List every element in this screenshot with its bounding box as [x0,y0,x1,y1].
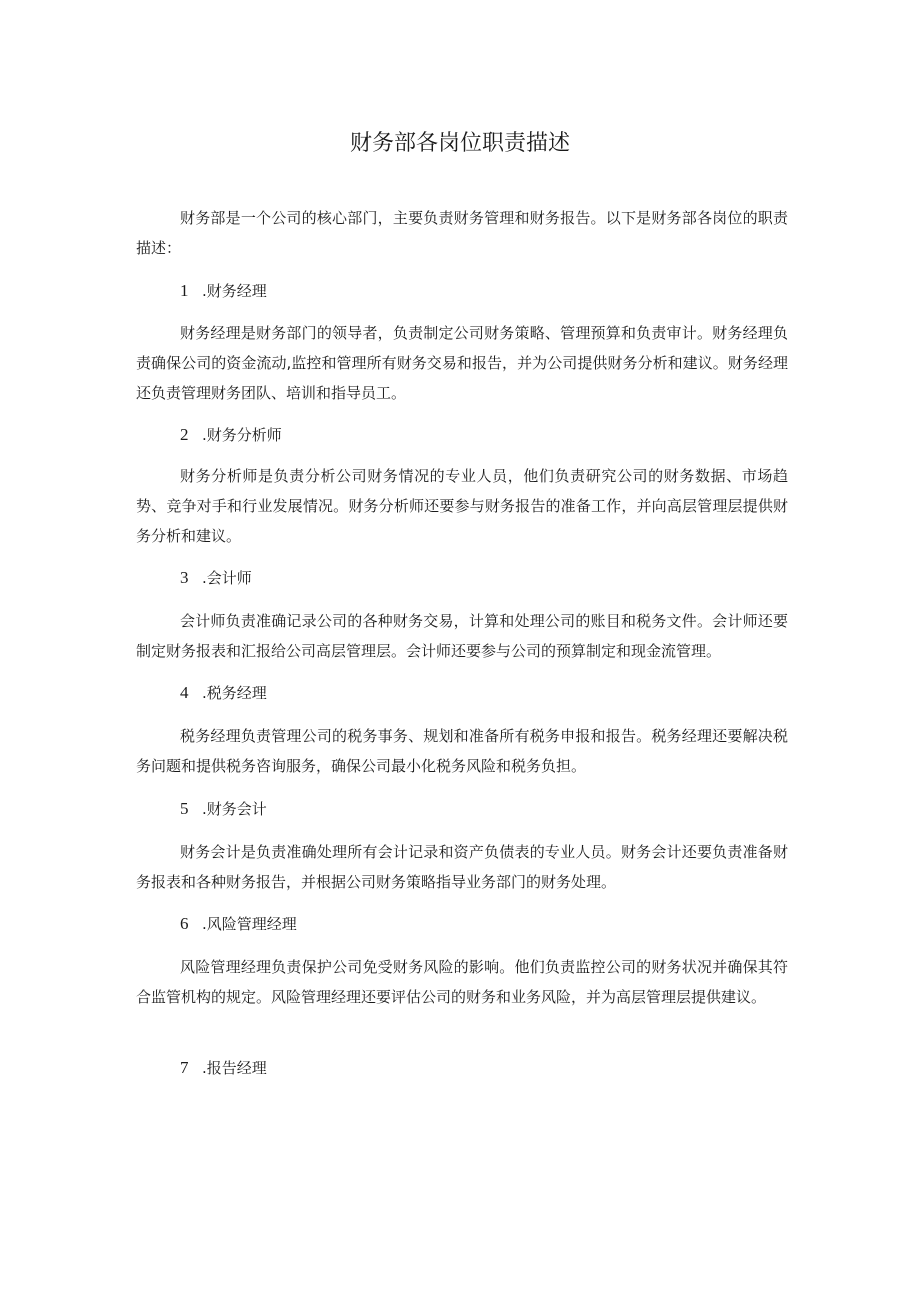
section-number: 1 [180,281,189,300]
section-number: 4 [180,683,189,702]
section-heading-3 [180,563,252,593]
section-heading-1 [180,276,267,306]
intro-paragraph: 财务部是一个公司的核心部门，主要负责财务管理和财务报告。以下是财务部各岗位的职责描述： [136,209,788,257]
section-heading-6 [180,909,297,939]
section-number: 6 [180,914,189,933]
section-number: 2 [180,425,189,444]
section-heading-7 [180,1053,267,1083]
section-title: .风险管理经理 [202,915,297,933]
section-paragraph-2: 财务分析师是负责分析公司财务情况的专业人员，他们负责研究公司的财务数据、市场趋势、竞争对手和行业发展情况。财务分析师还要参与财务报告的准备工作，并向高层管理层提供财务分析和建议。 [136,467,788,545]
section-heading-5 [180,794,267,824]
section-paragraph-1: 财务经理是财务部门的领导者，负责制定公司财务策略、管理预算和负责审计。财务经理负责确保公司的资金流动,监控和管理所有财务交易和报告，并为公司提供财务分析和建议。财务经理还负责管理财务团队、培训和指导员工。 [136,324,788,402]
section-title: .财务经理 [202,282,267,300]
section-title: .会计师 [202,569,252,587]
section-heading-2 [180,420,282,450]
section-paragraph-4: 税务经理负责管理公司的税务事务、规划和准备所有税务申报和报告。税务经理还要解决税务问题和提供税务咨询服务，确保公司最小化税务风险和税务负担。 [136,727,788,775]
document-title: 财务部各岗位职责描述 [349,131,570,156]
section-number: 5 [180,799,189,818]
section-number: 3 [180,568,189,587]
section-title: .税务经理 [202,684,267,702]
section-title: .财务分析师 [202,426,282,444]
section-paragraph-5: 财务会计是负责准确处理所有会计记录和资产负债表的专业人员。财务会计还要负责准备财务报表和各种财务报告，并根据公司财务策略指导业务部门的财务处理。 [136,843,788,891]
section-title: .报告经理 [202,1059,267,1077]
section-title: .财务会计 [202,800,267,818]
section-number: 7 [180,1058,189,1077]
section-paragraph-6: 风险管理经理负责保护公司免受财务风险的影响。他们负责监控公司的财务状况并确保其符合监管机构的规定。风险管理经理还要评估公司的财务和业务风险，并为高层管理层提供建议。 [136,958,788,1006]
section-heading-4 [180,678,267,708]
section-paragraph-3: 会计师负责准确记录公司的各种财务交易，计算和处理公司的账目和税务文件。会计师还要制定财务报表和汇报给公司高层管理层。会计师还要参与公司的预算制定和现金流管理。 [136,612,788,660]
